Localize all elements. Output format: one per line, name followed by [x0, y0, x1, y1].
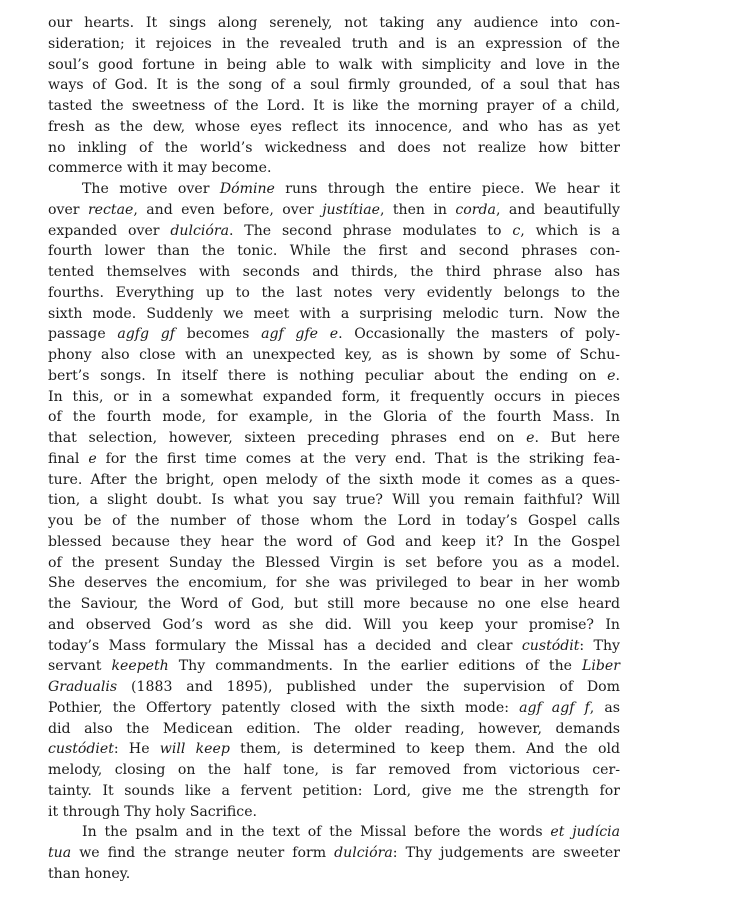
- text-line: than honey.: [48, 865, 131, 882]
- text-line: did also the Medicean edition. The older reading, however, demands: [48, 720, 620, 737]
- paragraph: [48, 822, 620, 884]
- text-line: ways of God. It is the song of a soul firmly grounded, of a soul that has: [48, 77, 620, 94]
- text-line: sixth mode. Suddenly we meet with a surprising melodic turn. Now the: [48, 305, 620, 322]
- text-line: phony also close with an unexpected key, as is shown by some of Schu-: [48, 347, 620, 363]
- text-line: bert’s songs. In itself there is nothing peculiar about the ending on e.: [48, 367, 620, 384]
- text-line: and observed God’s word as she did. Will you keep your promise? In: [48, 616, 620, 633]
- text-line: tua we find the strange neuter form dulcióra: Thy judgements are sweeter: [48, 845, 620, 861]
- text-line: She deserves the encomium, for she was privileged to bear in her womb: [48, 575, 620, 592]
- text-line: expanded over dulcióra. The second phrase modulates to c, which is a: [48, 222, 620, 239]
- paragraph: [48, 13, 620, 179]
- text-line: tainty. It sounds like a fervent petition: Lord, give me the strength for: [48, 782, 620, 799]
- text-line: custódiet: He will keep them, is determined to keep them. And the old: [48, 741, 621, 758]
- text-line: soul’s good fortune in being able to walk with simplicity and love in the: [48, 56, 620, 73]
- text-line: fourth lower than the tonic. While the first and second phrases con-: [48, 243, 620, 260]
- text-line: ture. After the bright, open melody of the sixth mode it comes as a ques-: [48, 471, 620, 488]
- text-line: Gradualis (1883 and 1895), published under the supervision of Dom: [48, 679, 620, 695]
- text-line: today’s Mass formulary the Missal has a decided and clear custódit: Thy: [48, 637, 620, 654]
- text-line: blessed because they hear the word of God and keep it? In the Gospel: [48, 533, 620, 550]
- text-line: Pothier, the Offertory patently closed with the sixth mode: agf agf f, as: [48, 699, 620, 716]
- text-line: fourths. Everything up to the last notes very evidently belongs to the: [48, 284, 620, 301]
- page-text: [48, 13, 620, 885]
- text-line: In this, or in a somewhat expanded form, it frequently occurs in pieces: [48, 388, 620, 405]
- text-line: servant keepeth Thy commandments. In the earlier editions of the Liber: [48, 658, 620, 675]
- text-line: tion, a slight doubt. Is what you say true? Will you remain faithful? Will: [48, 492, 620, 509]
- paragraph: [48, 179, 620, 822]
- text-line: The motive over Dómine runs through the entire piece. We hear it: [82, 181, 620, 197]
- text-line: of the present Sunday the Blessed Virgin is set before you as a model.: [48, 554, 620, 571]
- text-line: melody, closing on the half tone, is far removed from victorious cer-: [48, 762, 620, 778]
- text-line: you be of the number of those whom the Lord in today’s Gospel calls: [48, 513, 620, 529]
- text-line: passage agfg gf becomes agf gfe e. Occasionally the masters of poly-: [48, 326, 620, 343]
- text-line: the Saviour, the Word of God, but still more because no one else heard: [48, 596, 620, 612]
- text-line: tasted the sweetness of the Lord. It is like the morning prayer of a child,: [48, 98, 620, 114]
- text-line: fresh as the dew, whose eyes reflect its innocence, and who has as yet: [48, 118, 620, 135]
- text-line: over rectae, and even before, over justítiae, then in corda, and beautifully: [48, 201, 621, 218]
- text-line: In the psalm and in the text of the Missal before the words et judícia: [82, 824, 620, 841]
- text-line: of the fourth mode, for example, in the Gloria of the fourth Mass. In: [48, 409, 620, 426]
- text-line: that selection, however, sixteen preceding phrases end on e. But here: [48, 430, 620, 446]
- text-line: our hearts. It sings along serenely, not taking any audience into con-: [48, 15, 620, 31]
- text-line: it through Thy holy Sacrifice.: [48, 803, 258, 820]
- text-line: final e for the first time comes at the very end. That is the striking fea-: [48, 450, 620, 467]
- text-line: commerce with it may become.: [48, 160, 272, 177]
- text-line: sideration; it rejoices in the revealed truth and is an expression of the: [48, 35, 620, 52]
- text-line: tented themselves with seconds and thirds, the third phrase also has: [48, 264, 620, 280]
- text-line: no inkling of the world’s wickedness and does not realize how bitter: [48, 139, 620, 156]
